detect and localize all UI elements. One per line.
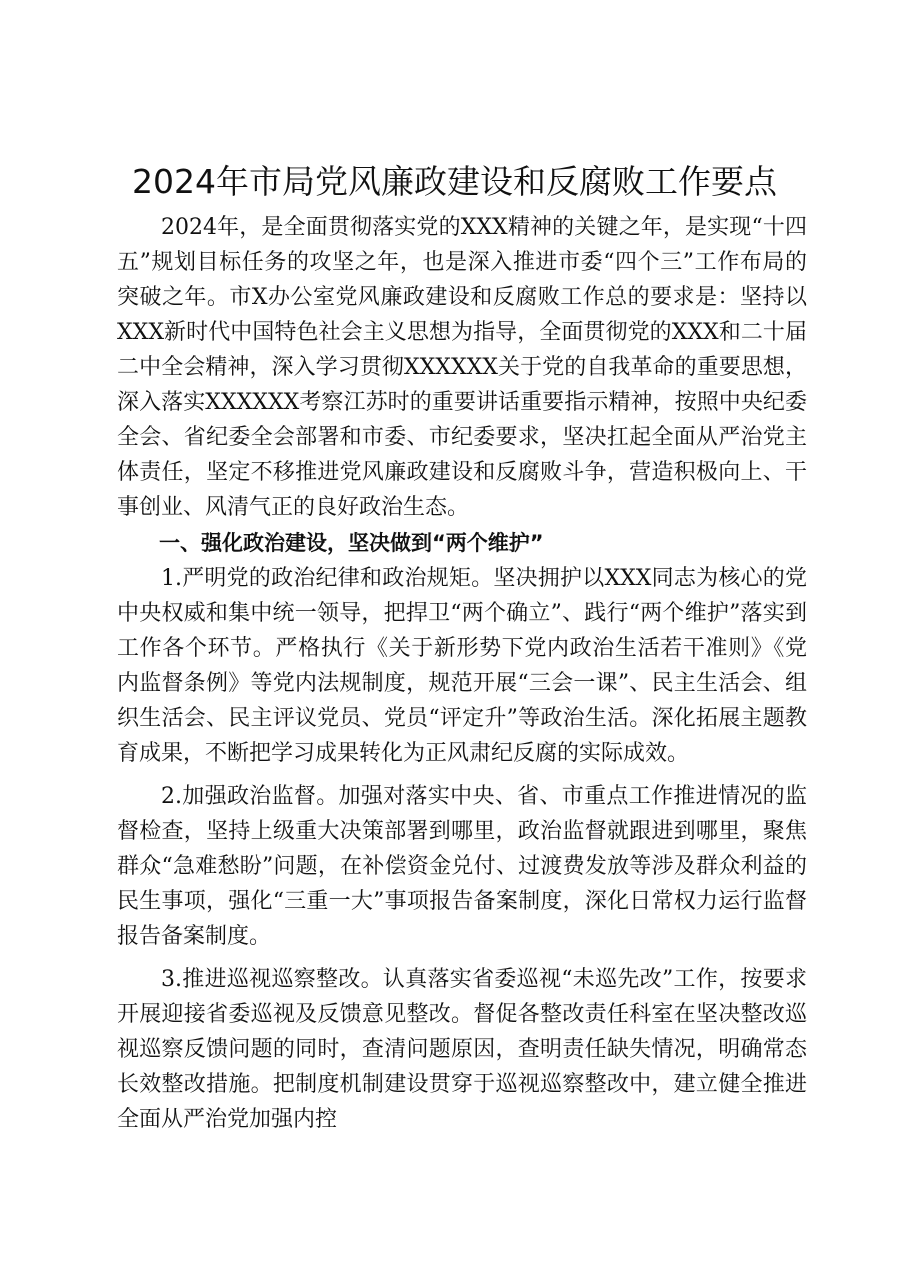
- item-paragraph-2: 2.加强政治监督。加强对落实中央、省、市重点工作推进情况的监督检查，坚持上级重大决策部署到哪里，政治监督就跟进到哪里，聚焦群众“急难愁盼”问题，在补偿资金兑付、过渡费发放等涉及群众利益的民生事项，强化“三重一大”事项报告备案制度，深化日常权力运行监督报告备案制度。: [117, 784, 807, 949]
- section-heading: 一、强化政治建设，坚决做到“两个维护”: [159, 531, 544, 555]
- document-body: [117, 210, 807, 1137]
- intro-paragraph: 2024年，是全面贯彻落实党的XXX精神的关键之年，是实现“十四五”规划目标任务的攻坚之年，也是深入推进市委“四个三”工作布局的突破之年。市X办公室党风廉政建设和反腐败工作总的要求是：坚持以XXX新时代中国特色社会主义思想为指导，全面贯彻党的XXX和二十届二中全会精神，深入学习贯彻XXXXXX关于党的自我革命的重要思想，深入落实XXXXXX考察江苏时的重要讲话重要指示精神，按照中央纪委全会、省纪委全会部署和市委、市纪委要求，坚决扛起全面从严治党主体责任，坚定不移推进党风廉政建设和反腐败斗争，营造积极向上、干事创业、风清气正的良好政治生态。: [117, 215, 807, 520]
- item-paragraph-1: 1.严明党的政治纪律和政治规矩。坚决拥护以XXX同志为核心的党中央权威和集中统一领导，把捍卫“两个确立”、践行“两个维护”落实到工作各个环节。严格执行《关于新形势下党内政治生活若干准则》《党内监督条例》等党内法规制度，规范开展“三会一课”、民主生活会、组织生活会、民主评议党员、党员“评定升”等政治生活。深化拓展主题教育成果，不断把学习成果转化为正风肃纪反腐的实际成效。: [117, 566, 807, 766]
- item-paragraph-3: 3.推进巡视巡察整改。认真落实省委巡视“未巡先改”工作，按要求开展迎接省委巡视及反馈意见整改。督促各整改责任科室在坚决整改巡视巡察反馈问题的同时，查清问题原因，查明责任缺失情况，明确常态长效整改措施。把制度机制建设贯穿于巡视巡察整改中，建立健全推进全面从严治党加强内控: [117, 967, 807, 1132]
- document-title: 2024年市局党风廉政建设和反腐败工作要点: [132, 162, 777, 201]
